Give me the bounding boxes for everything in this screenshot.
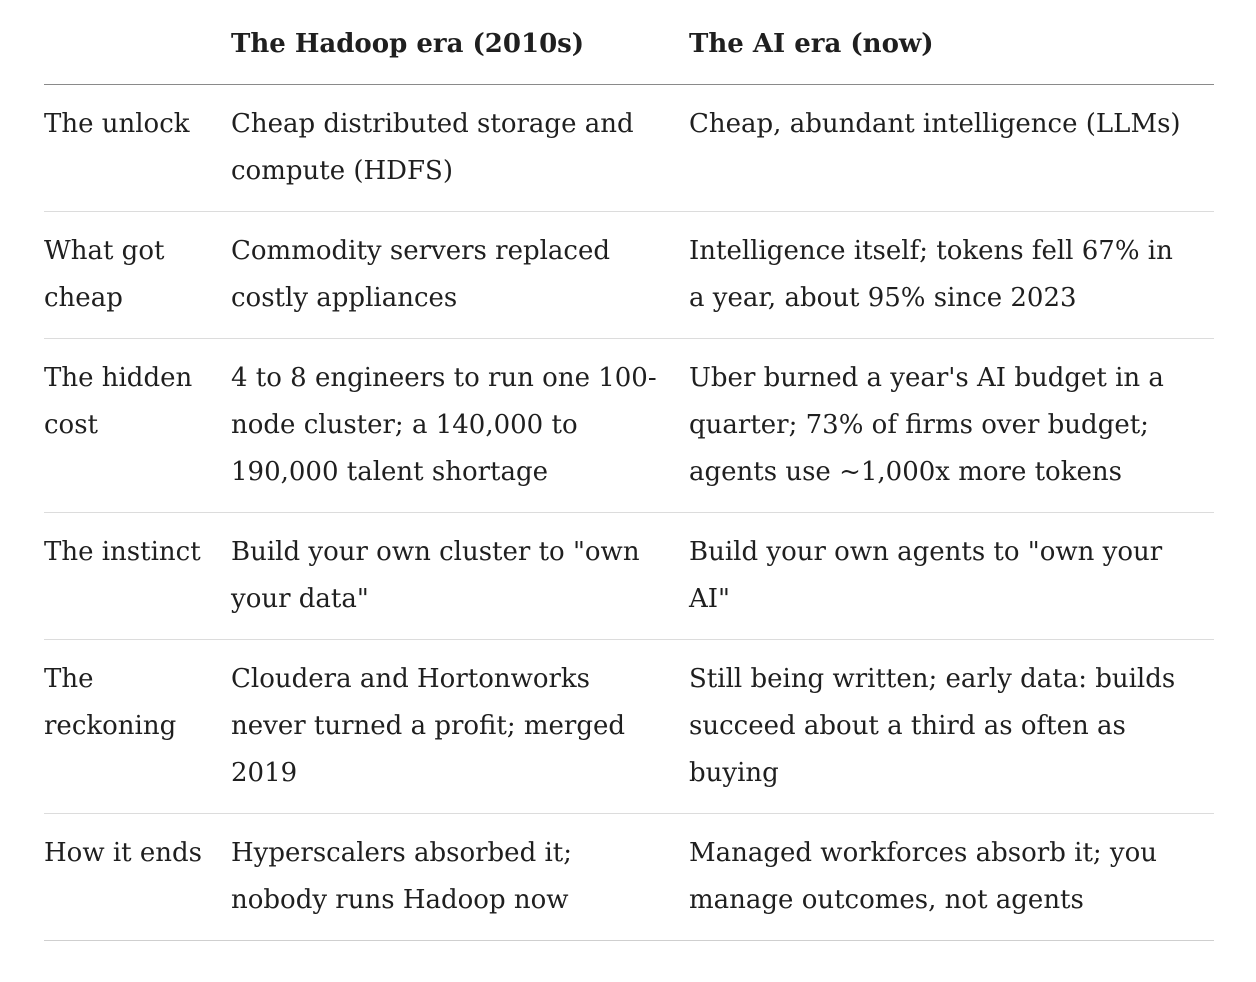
row-label: The instinct bbox=[44, 537, 201, 567]
table-row bbox=[44, 212, 1214, 339]
row-label: The reckoning bbox=[44, 664, 177, 741]
header-hadoop-era: The Hadoop era (2010s) bbox=[231, 29, 585, 59]
header-empty-cell bbox=[44, 0, 231, 42]
hadoop-cell: 4 to 8 engineers to run one 100-node cluster; a 140,000 to 190,000 talent shortage bbox=[231, 363, 657, 487]
table-row bbox=[44, 339, 1214, 513]
row-label: The hidden cost bbox=[44, 363, 193, 440]
header-ai-era: The AI era (now) bbox=[689, 29, 934, 59]
table-header-row bbox=[44, 0, 1214, 85]
table-row bbox=[44, 513, 1214, 640]
row-label: The unlock bbox=[44, 109, 190, 139]
hadoop-cell: Hyperscalers absorbed it; nobody runs Hadoop now bbox=[231, 838, 572, 915]
ai-cell: Still being written; early data: builds succeed about a third as often as buying bbox=[689, 664, 1176, 788]
hadoop-cell: Build your own cluster to "own your data" bbox=[231, 537, 640, 614]
hadoop-cell: Commodity servers replaced costly appliances bbox=[231, 236, 611, 313]
ai-cell: Uber burned a year's AI budget in a quarter; 73% of firms over budget; agents use ~1,000x more tokens bbox=[689, 363, 1164, 487]
hadoop-cell: Cheap distributed storage and compute (HDFS) bbox=[231, 109, 634, 186]
table-row bbox=[44, 85, 1214, 212]
ai-cell: Cheap, abundant intelligence (LLMs) bbox=[689, 109, 1181, 139]
row-label: How it ends bbox=[44, 838, 202, 868]
table-row bbox=[44, 814, 1214, 941]
row-label: What got cheap bbox=[44, 236, 165, 313]
comparison-table bbox=[44, 0, 1214, 941]
ai-cell: Managed workforces absorb it; you manage outcomes, not agents bbox=[689, 838, 1158, 915]
table-row bbox=[44, 640, 1214, 814]
ai-cell: Build your own agents to "own your AI" bbox=[689, 537, 1163, 614]
ai-cell: Intelligence itself; tokens fell 67% in a year, about 95% since 2023 bbox=[689, 236, 1173, 313]
hadoop-cell: Cloudera and Hortonworks never turned a profit; merged 2019 bbox=[231, 664, 626, 788]
